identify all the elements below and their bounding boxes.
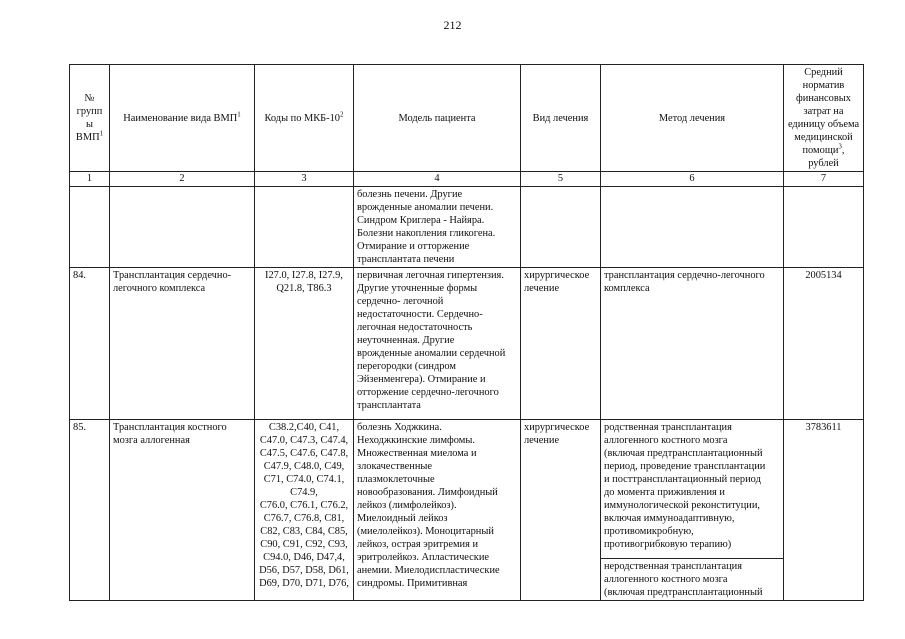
treatment-method: трансплантация сердечно-легочного комплекса (601, 268, 784, 420)
treatment-type: хирургическое лечение (521, 268, 601, 420)
average-cost: 2005134 (784, 268, 864, 420)
vmp-name (110, 187, 255, 268)
column-number: 1 (70, 172, 110, 187)
column-number: 2 (110, 172, 255, 187)
header-row (70, 65, 864, 172)
average-cost: 3783611 (784, 420, 864, 601)
header-patient-model: Модель пациента (354, 65, 521, 172)
patient-model: болезнь Ходжкина. Неходжкинские лимфомы. Множественная миелома и злокачественные плазмоклеточные новообразования. Лимфоидный лейкоз (лимфолейкоз). Миелоидный лейкоз (миелолейкоз). Моноцитарный лейкоз, острая эритремия и эритролейкоз. Апластические анемии. Миелодиспластические синдромы. Примитивная (354, 420, 521, 601)
vmp-table (69, 64, 864, 601)
column-number: 5 (521, 172, 601, 187)
header-average-cost: Средний норматив финансовых затрат на единицу объема медицинской помощи$^3$, рублей (784, 65, 864, 172)
treatment-method (601, 187, 784, 268)
row-number: 85. (70, 420, 110, 601)
column-number: 7 (784, 172, 864, 187)
column-number-row (70, 172, 864, 187)
header-treatment-method: Метод лечения (601, 65, 784, 172)
column-number: 6 (601, 172, 784, 187)
treatment-type: хирургическое лечение (521, 420, 601, 601)
row-number: 84. (70, 268, 110, 420)
icd-codes: I27.0, I27.8, I27.9, Q21.8, T86.3 (255, 268, 354, 420)
average-cost (784, 187, 864, 268)
vmp-name: Трансплантация костного мозга аллогенная (110, 420, 255, 601)
page-number: 212 (443, 18, 462, 32)
header-group-number: № групп ы ВМП$^1$ (70, 65, 110, 172)
icd-codes: C38.2,C40, C41, C47.0, C47.3, C47.4, C47.5, C47.6, C47.8, C47.9, C48.0, C49, C71, C74.0, C74.1, C74.9, C76.0, C76.1, C76.2, C76.7, C76.8, C81, C82, C83, C84, C85, C90, C91, C92, C93, C94.0, D46, D47,4, D56, D57, D58, D61, D69, D70, D71, D76, (255, 420, 354, 601)
header-vmp-name: Наименование вида ВМП$^1$ (110, 65, 255, 172)
row-number (70, 187, 110, 268)
patient-model: болезнь печени. Другие врожденные аномалии печени. Синдром Криглера - Найяра. Болезни накопления гликогена. Отмирание и отторжение трансплантата печени (354, 187, 521, 268)
header-icd-codes: Коды по МКБ-$10^2$ (255, 65, 354, 172)
patient-model: первичная легочная гипертензия. Другие уточненные формы сердечно- легочной недостаточности. Сердечно- легочная недостаточность неуточненная. Другие врожденные аномалии сердечной перегородки (синдром Эйзенменгера). Отмирание и отторжение сердечно-легочного трансплантата (354, 268, 521, 420)
icd-codes (255, 187, 354, 268)
treatment-method (601, 420, 784, 601)
column-number: 4 (354, 172, 521, 187)
treatment-method-unrelated: неродственная трансплантация аллогенного костного мозга (включая предтрансплантационный (601, 558, 783, 600)
table-row (70, 420, 864, 601)
vmp-name: Трансплантация сердечно- легочного комплекса (110, 268, 255, 420)
treatment-type (521, 187, 601, 268)
column-number: 3 (255, 172, 354, 187)
table-row (70, 187, 864, 268)
treatment-method-related: родственная трансплантация аллогенного костного мозга (включая предтрансплантационный период, проведение трансплантации и посттрансплантационный период до момента приживления и иммунологической реконституции, включая иммуноадаптивную, противомикробную, противогрибковую терапию) (604, 422, 766, 550)
table-row (70, 268, 864, 420)
header-treatment-type: Вид лечения (521, 65, 601, 172)
